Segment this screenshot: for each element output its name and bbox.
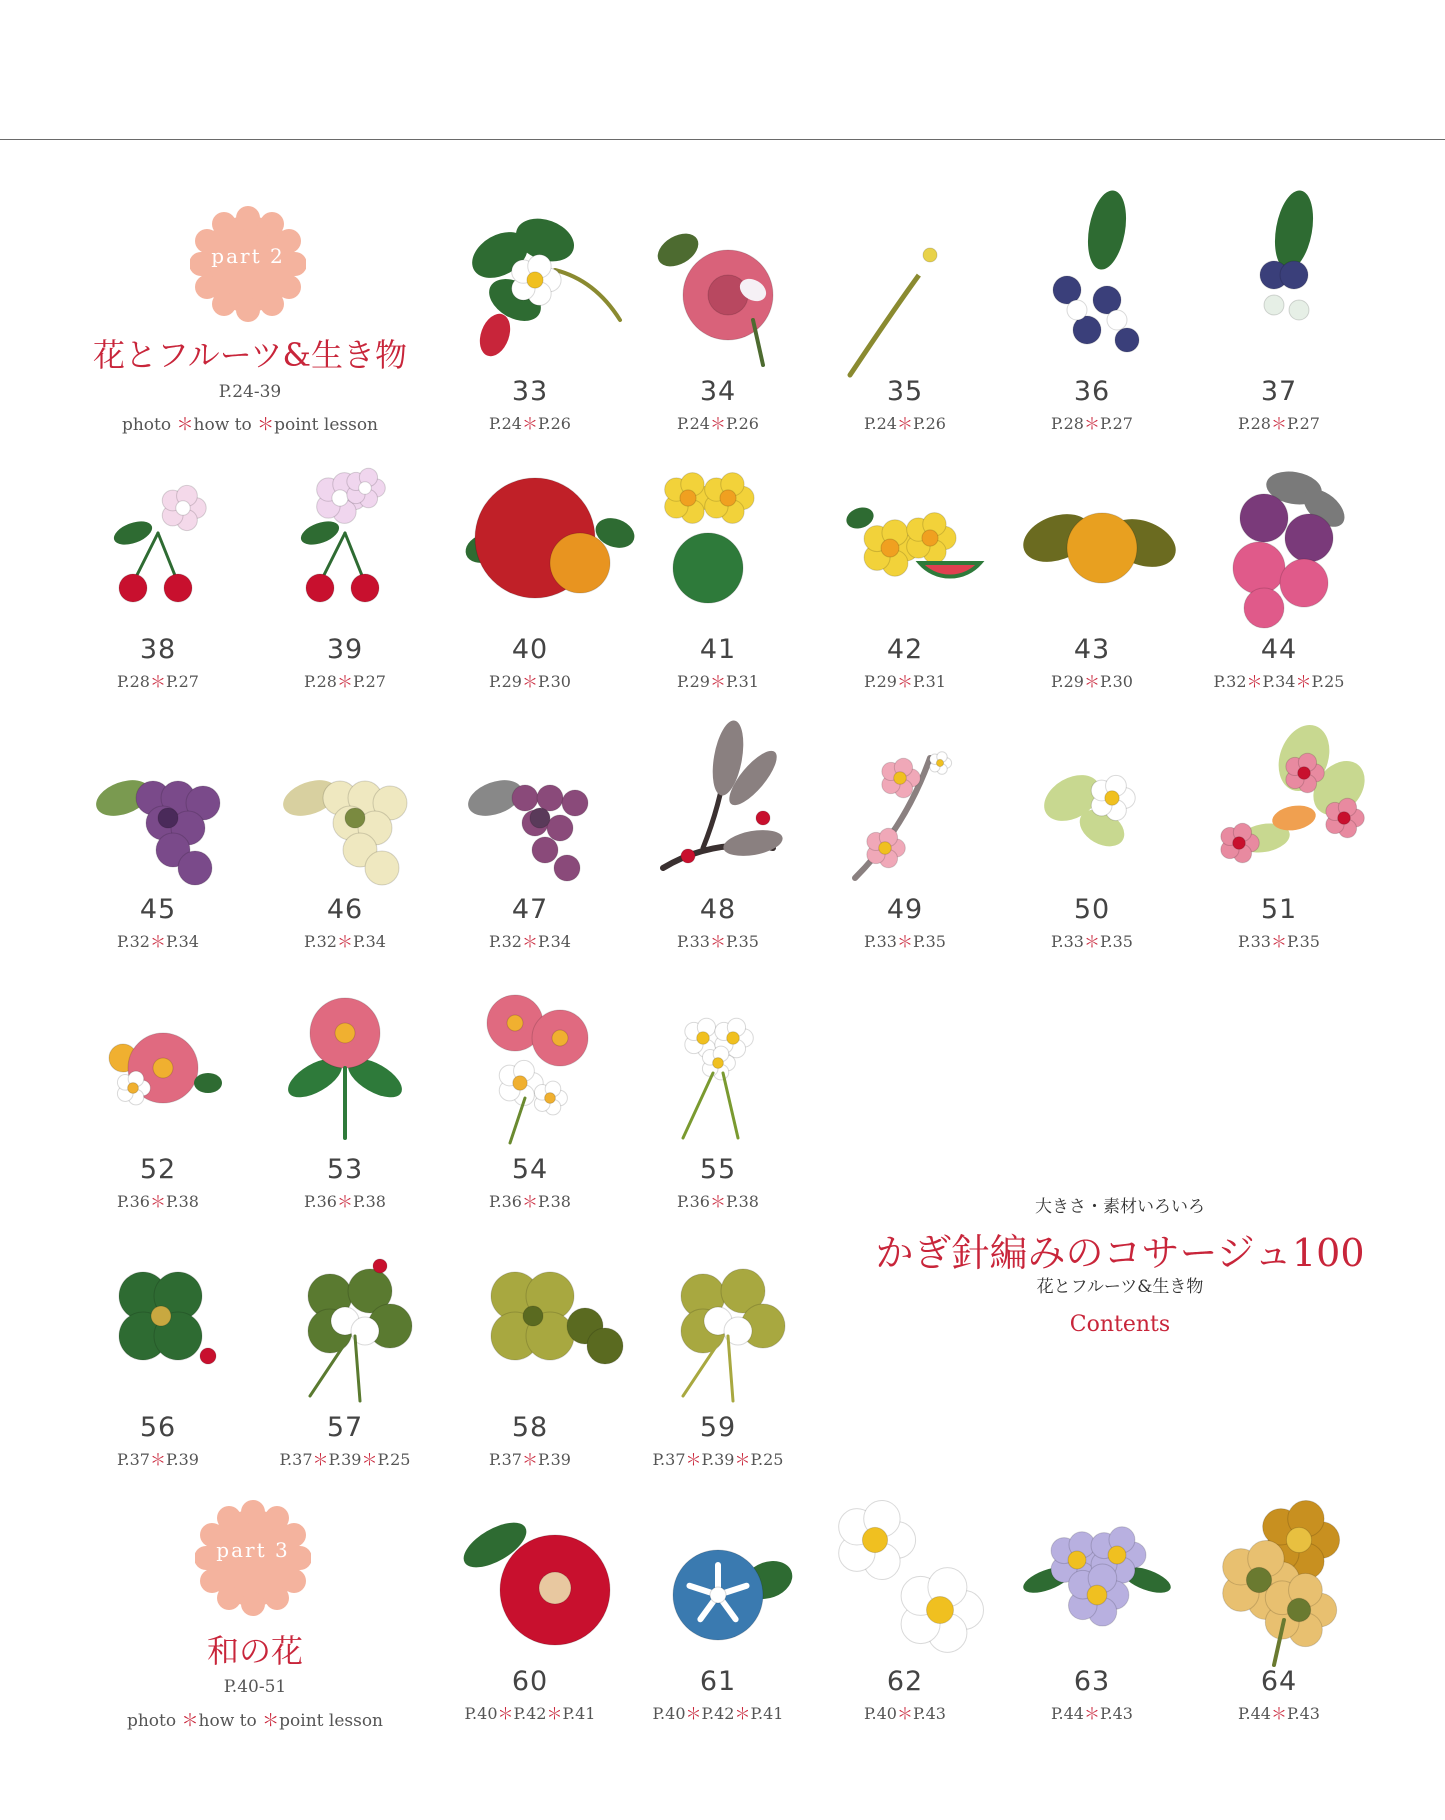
aster-icon: [1017, 1490, 1167, 1670]
blueberry-icon: [1017, 200, 1167, 380]
item-page-refs: [1164, 929, 1394, 952]
page-ref: P.39: [701, 1450, 735, 1469]
page-ref: P.36: [677, 1192, 710, 1211]
item-number: 59: [699, 1412, 737, 1443]
item-46: [270, 718, 420, 968]
morning-glory-icon: [643, 1490, 793, 1670]
item-number: 55: [699, 1154, 737, 1185]
pink-flower-leaves-icon: [270, 978, 420, 1158]
page-ref: P.35: [1100, 932, 1133, 951]
page-ref: P.40: [652, 1704, 686, 1723]
page-ref: P.28: [117, 672, 150, 691]
page-ref: P.39: [166, 1450, 199, 1469]
item-63: [1017, 1490, 1167, 1740]
page-ref: P.44: [1051, 1704, 1084, 1723]
star-separator: ＊: [1270, 932, 1287, 951]
part-pages: P.40-51: [223, 1677, 287, 1697]
pompom-daisy-icon: [455, 978, 605, 1158]
page-ref: P.26: [538, 414, 571, 433]
page-ref: P.30: [538, 672, 571, 691]
page-ref: P.29: [489, 672, 522, 691]
item-number: 63: [1073, 1666, 1111, 1697]
star-separator: ＊: [1246, 672, 1263, 691]
item-59: [643, 1236, 793, 1486]
part-badge: [195, 1500, 311, 1616]
page-ref: P.41: [562, 1704, 596, 1723]
page-ref: P.38: [353, 1192, 386, 1211]
star-separator: ＊: [685, 1450, 702, 1469]
item-number: 53: [326, 1154, 364, 1185]
item-number: 52: [139, 1154, 177, 1185]
page-ref: P.28: [1238, 414, 1271, 433]
page-ref: P.26: [913, 414, 946, 433]
item-45: [83, 718, 233, 968]
page-ref: P.36: [304, 1192, 337, 1211]
page-ref: P.33: [864, 932, 897, 951]
star-separator: ＊: [734, 1450, 751, 1469]
page-ref: P.25: [750, 1450, 784, 1469]
page-ref: P.26: [726, 414, 759, 433]
berries-icon: [1204, 458, 1354, 638]
legend-howto: how to: [193, 415, 252, 435]
page-ref: P.37: [117, 1450, 150, 1469]
book-title: かぎ針編みのコサージュ100: [875, 1231, 1365, 1275]
item-50: [1017, 718, 1167, 968]
clover-bouquet-icon: [270, 1236, 420, 1416]
item-34: [643, 200, 793, 450]
part-title: 和の花: [206, 1632, 303, 1670]
star-separator: ＊: [1083, 672, 1100, 691]
star-separator: ＊: [521, 1192, 538, 1211]
page-ref: P.39: [538, 1450, 571, 1469]
part-badge-label: part 2: [211, 244, 285, 268]
item-47: [455, 718, 605, 968]
item-number: 36: [1073, 376, 1111, 407]
watermelon-slice-icon: [830, 458, 980, 638]
star-separator: ＊: [312, 1450, 329, 1469]
item-61: [643, 1490, 793, 1740]
item-number: 35: [886, 376, 924, 407]
item-39: [270, 458, 420, 708]
part-badge: [190, 206, 306, 322]
item-number: 34: [699, 376, 737, 407]
star-separator: ＊: [1083, 932, 1100, 951]
item-number: 49: [886, 894, 924, 925]
leaf-flower-icon: [1017, 718, 1167, 898]
page-ref: P.34: [353, 932, 386, 951]
page-ref: P.43: [1287, 1704, 1320, 1723]
item-number: 41: [699, 634, 737, 665]
page-ref: P.35: [913, 932, 946, 951]
plum-blossom-icon: [830, 1490, 980, 1670]
page-ref: P.32: [117, 932, 150, 951]
page-ref: P.35: [726, 932, 759, 951]
star-separator: ＊: [734, 1704, 751, 1723]
chrysanthemum-icon: [1204, 1490, 1354, 1670]
item-number: 43: [1073, 634, 1111, 665]
page-ref: P.43: [913, 1704, 946, 1723]
item-38: [83, 458, 233, 708]
item-35: [830, 200, 980, 450]
star-separator: ＊: [896, 1704, 913, 1723]
star-separator: ＊: [896, 414, 913, 433]
star-separator: ＊: [896, 932, 913, 951]
item-number: 64: [1260, 1666, 1298, 1697]
star-separator: ＊: [709, 414, 726, 433]
page-ref: P.24: [677, 414, 710, 433]
contents-heading: Contents: [1069, 1312, 1171, 1337]
star-separator: ＊: [1083, 414, 1100, 433]
pineapple-icon: [1017, 458, 1167, 638]
item-64: [1204, 1490, 1354, 1740]
page-ref: P.35: [1287, 932, 1320, 951]
item-number: 58: [511, 1412, 549, 1443]
star-separator: ＊: [149, 1192, 166, 1211]
rose-butterfly-icon: [643, 200, 793, 380]
item-number: 39: [326, 634, 364, 665]
part-title: 花とフルーツ&生き物: [93, 336, 407, 374]
item-number: 54: [511, 1154, 549, 1185]
item-56: [83, 1236, 233, 1486]
star-separator: ＊: [521, 932, 538, 951]
pumpkin-flower-icon: [455, 458, 605, 638]
page-ref: P.40: [864, 1704, 897, 1723]
part-pages: P.24-39: [218, 382, 282, 402]
item-33: [455, 200, 605, 450]
leaf-branch-icon: [643, 718, 793, 898]
star-separator: ＊: [709, 672, 726, 691]
page-ref: P.29: [1051, 672, 1084, 691]
star-separator: ＊: [336, 1192, 353, 1211]
page-ref: P.34: [1262, 672, 1296, 691]
star-separator: ＊: [709, 1192, 726, 1211]
star-separator: ＊: [176, 415, 194, 435]
page-ref: P.39: [328, 1450, 362, 1469]
top-rule: [0, 139, 1445, 140]
item-58: [455, 1236, 605, 1486]
item-page-refs: [1164, 411, 1394, 434]
clover-tassel-icon: [643, 1236, 793, 1416]
camellia-icon: [455, 1490, 605, 1670]
watermelon-flower-icon: [643, 458, 793, 638]
page-ref: P.33: [1051, 932, 1084, 951]
item-number: 37: [1260, 376, 1298, 407]
star-separator: ＊: [521, 672, 538, 691]
page-ref: P.24: [864, 414, 897, 433]
pink-pompom-icon: [83, 978, 233, 1158]
item-number: 33: [511, 376, 549, 407]
star-separator: ＊: [521, 414, 538, 433]
legend-lesson: point lesson: [279, 1711, 384, 1731]
page-ref: P.25: [1311, 672, 1345, 691]
grapes-icon: [83, 718, 233, 898]
star-separator: ＊: [1295, 672, 1312, 691]
item-55: [643, 978, 793, 1228]
item-43: [1017, 458, 1167, 708]
item-page-refs: [603, 1189, 833, 1212]
star-separator: ＊: [336, 672, 353, 691]
calla-lily-icon: [830, 200, 980, 380]
item-number: 60: [511, 1666, 549, 1697]
page-ref: P.28: [304, 672, 337, 691]
page-ref: P.27: [1100, 414, 1133, 433]
page-ref: P.34: [166, 932, 199, 951]
bird-blossom-icon: [1204, 718, 1354, 898]
item-number: 61: [699, 1666, 737, 1697]
daisy-bouquet-icon: [643, 978, 793, 1158]
item-62: [830, 1490, 980, 1740]
white-grapes-icon: [270, 718, 420, 898]
item-page-refs: [1164, 669, 1394, 692]
page-ref: P.33: [677, 932, 710, 951]
star-separator: ＊: [361, 1450, 378, 1469]
star-separator: ＊: [149, 1450, 166, 1469]
page-ref: P.28: [1051, 414, 1084, 433]
item-44: [1204, 458, 1354, 708]
item-36: [1017, 200, 1167, 450]
item-37: [1204, 200, 1354, 450]
star-separator: ＊: [896, 672, 913, 691]
page-ref: P.37: [489, 1450, 522, 1469]
star-separator: ＊: [709, 932, 726, 951]
star-separator: ＊: [497, 1704, 514, 1723]
page-ref: P.25: [377, 1450, 411, 1469]
item-number: 62: [886, 1666, 924, 1697]
item-page-refs: [1164, 1701, 1394, 1724]
item-number: 46: [326, 894, 364, 925]
item-number: 42: [886, 634, 924, 665]
page-ref: P.42: [701, 1704, 735, 1723]
item-number: 47: [511, 894, 549, 925]
cherry-icon: [83, 458, 233, 638]
page-ref: P.30: [1100, 672, 1133, 691]
item-51: [1204, 718, 1354, 968]
blueberry-small-icon: [1204, 200, 1354, 380]
page-ref: P.36: [117, 1192, 150, 1211]
page-ref: P.32: [489, 932, 522, 951]
star-separator: ＊: [546, 1704, 563, 1723]
item-number: 38: [139, 634, 177, 665]
star-separator: ＊: [1083, 1704, 1100, 1723]
small-berries-icon: [455, 718, 605, 898]
item-number: 50: [1073, 894, 1111, 925]
legend-howto: how to: [198, 1711, 257, 1731]
page-ref: P.44: [1238, 1704, 1271, 1723]
page-ref: P.43: [1100, 1704, 1133, 1723]
item-number: 44: [1260, 634, 1298, 665]
item-49: [830, 718, 980, 968]
page-ref: P.27: [1287, 414, 1320, 433]
page-ref: P.27: [166, 672, 199, 691]
star-separator: ＊: [262, 1711, 280, 1731]
page-ref: P.37: [652, 1450, 686, 1469]
item-57: [270, 1236, 420, 1486]
clover-ladybug-icon: [83, 1236, 233, 1416]
page-ref: P.38: [166, 1192, 199, 1211]
item-page-refs: [603, 1447, 833, 1470]
page-ref: P.31: [913, 672, 946, 691]
page-ref: P.24: [489, 414, 522, 433]
item-number: 45: [139, 894, 177, 925]
page-ref: P.32: [1213, 672, 1247, 691]
item-53: [270, 978, 420, 1228]
page-ref: P.33: [1238, 932, 1271, 951]
item-60: [455, 1490, 605, 1740]
star-separator: ＊: [521, 1450, 538, 1469]
item-40: [455, 458, 605, 708]
star-separator: ＊: [149, 672, 166, 691]
legend-lesson: point lesson: [274, 415, 379, 435]
legend-photo: photo: [126, 1711, 177, 1731]
star-separator: ＊: [336, 932, 353, 951]
star-separator: ＊: [149, 932, 166, 951]
page-ref: P.31: [726, 672, 759, 691]
legend-photo: photo: [121, 415, 172, 435]
page-ref: P.27: [353, 672, 386, 691]
item-42: [830, 458, 980, 708]
page-ref: P.36: [489, 1192, 522, 1211]
page-ref: P.41: [750, 1704, 784, 1723]
item-number: 57: [326, 1412, 364, 1443]
part-legend: [60, 410, 440, 435]
book-eyebrow: 大きさ・素材いろいろ: [1035, 1197, 1205, 1217]
item-54: [455, 978, 605, 1228]
star-separator: ＊: [685, 1704, 702, 1723]
item-52: [83, 978, 233, 1228]
star-separator: ＊: [1270, 1704, 1287, 1723]
part-badge-label: part 3: [216, 1538, 290, 1562]
page-ref: P.38: [726, 1192, 759, 1211]
page-ref: P.29: [864, 672, 897, 691]
page-ref: P.32: [304, 932, 337, 951]
plum-branch-icon: [830, 718, 980, 898]
item-number: 56: [139, 1412, 177, 1443]
strawberry-flower-icon: [455, 200, 605, 380]
page-ref: P.40: [464, 1704, 498, 1723]
item-number: 51: [1260, 894, 1298, 925]
item-number: 40: [511, 634, 549, 665]
star-separator: ＊: [257, 415, 275, 435]
item-41: [643, 458, 793, 708]
part-legend: [60, 1706, 450, 1731]
clover-pair-icon: [455, 1236, 605, 1416]
star-separator: ＊: [1270, 414, 1287, 433]
item-48: [643, 718, 793, 968]
item-number: 48: [699, 894, 737, 925]
star-separator: ＊: [181, 1711, 199, 1731]
book-subtitle: 花とフルーツ&生き物: [1036, 1277, 1204, 1297]
page-ref: P.38: [538, 1192, 571, 1211]
cherry-blossom-icon: [270, 458, 420, 638]
page-ref: P.37: [279, 1450, 313, 1469]
page-ref: P.42: [513, 1704, 547, 1723]
page-ref: P.34: [538, 932, 571, 951]
page-ref: P.29: [677, 672, 710, 691]
